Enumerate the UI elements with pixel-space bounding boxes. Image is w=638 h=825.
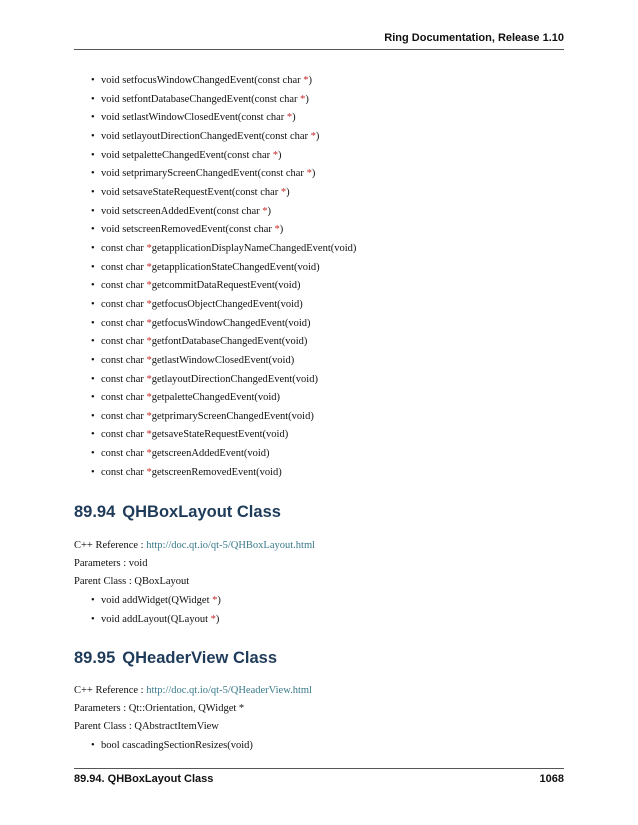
method-text: ) bbox=[305, 93, 309, 105]
method-text: getsaveStateRequestEvent(void) bbox=[151, 429, 289, 441]
page-header bbox=[74, 31, 564, 50]
bullet-icon: • bbox=[91, 242, 95, 254]
bullet-icon: • bbox=[91, 130, 95, 142]
list-item bbox=[74, 408, 356, 427]
method-text: void addLayout(QLayout bbox=[101, 613, 211, 625]
method-text: bool cascadingSectionResizes(void) bbox=[101, 740, 253, 751]
method-text: void setscreenAddedEvent(const char bbox=[101, 205, 263, 217]
method-text: getprimaryScreenChangedEvent(void) bbox=[151, 410, 314, 422]
bullet-icon: • bbox=[91, 336, 95, 348]
method-text: ) bbox=[217, 595, 221, 606]
section-title: QHeaderView Class bbox=[122, 649, 277, 667]
pointer-star: * bbox=[146, 280, 152, 292]
pointer-star: * bbox=[146, 298, 152, 310]
method-text: void setfocusWindowChangedEvent(const char bbox=[101, 75, 304, 86]
method-text: ) bbox=[308, 75, 312, 86]
method-text: getlayoutDirectionChangedEvent(void) bbox=[151, 373, 318, 385]
method-list bbox=[74, 72, 356, 482]
pointer-star: * bbox=[303, 75, 309, 86]
method-text: getcommitDataRequestEvent(void) bbox=[151, 280, 301, 292]
pointer-star: * bbox=[310, 130, 316, 142]
method-text: getscreenAddedEvent(void) bbox=[151, 448, 270, 460]
bullet-icon: • bbox=[91, 448, 95, 460]
method-text: const char bbox=[101, 392, 147, 404]
bullet-icon: • bbox=[91, 354, 95, 366]
bullet-icon: • bbox=[91, 466, 95, 478]
list-item bbox=[74, 165, 356, 184]
parent-class-text: Parent Class : QBoxLayout bbox=[74, 576, 190, 587]
bullet-icon: • bbox=[91, 280, 95, 292]
page-number: 1068 bbox=[539, 773, 564, 785]
bullet-icon: • bbox=[91, 186, 95, 198]
method-text: void setlastWindowClosedEvent(const char bbox=[101, 112, 287, 124]
pointer-star: * bbox=[212, 595, 218, 606]
list-item bbox=[74, 221, 356, 240]
method-text: const char bbox=[101, 242, 147, 254]
method-text: void addWidget(QWidget bbox=[101, 595, 213, 606]
bullet-icon: • bbox=[91, 410, 95, 422]
pointer-star: * bbox=[280, 186, 287, 198]
bullet-icon: • bbox=[91, 93, 95, 105]
pointer-star: * bbox=[272, 149, 278, 161]
method-text: const char bbox=[101, 429, 147, 441]
list-item bbox=[74, 128, 356, 147]
bullet-icon: • bbox=[91, 373, 95, 385]
list-item bbox=[74, 109, 356, 128]
footer-section: 89.94. QHBoxLayout Class bbox=[74, 773, 214, 785]
reference-link[interactable]: http://doc.qt.io/qt-5/QHBoxLayout.html bbox=[146, 540, 316, 551]
method-text: getlastWindowClosedEvent(void) bbox=[151, 354, 295, 366]
bullet-icon: • bbox=[91, 613, 95, 625]
list-item bbox=[74, 426, 356, 445]
bullet-icon: • bbox=[91, 205, 95, 217]
cpp-reference bbox=[74, 684, 312, 698]
parent-class-text: Parent Class : QAbstractItemView bbox=[74, 721, 219, 732]
bullet-icon: • bbox=[91, 75, 95, 86]
bullet-icon: • bbox=[91, 317, 95, 329]
method-text: void setprimaryScreenChangedEvent(const char bbox=[101, 168, 307, 180]
bullet-icon: • bbox=[91, 595, 95, 606]
pointer-star: * bbox=[146, 429, 152, 441]
pointer-star: * bbox=[146, 373, 152, 385]
method-text: getfocusObjectChangedEvent(void) bbox=[151, 298, 303, 310]
list-item bbox=[74, 737, 253, 756]
method-text: ) bbox=[277, 149, 282, 161]
method-text: getfocusWindowChangedEvent(void) bbox=[151, 317, 311, 329]
page-footer bbox=[74, 768, 564, 785]
method-text: ) bbox=[315, 130, 320, 142]
method-text: const char bbox=[101, 261, 147, 273]
list-item bbox=[74, 371, 356, 390]
section-title: QHBoxLayout Class bbox=[122, 503, 281, 521]
parameters-text: Parameters : void bbox=[74, 558, 148, 569]
pointer-star: * bbox=[146, 336, 152, 348]
section-number: 89.94 bbox=[74, 503, 116, 521]
method-text: ) bbox=[311, 168, 316, 180]
list-item bbox=[74, 277, 356, 296]
list-item bbox=[74, 240, 356, 259]
list-item bbox=[74, 592, 221, 611]
method-text: void setfontDatabaseChangedEvent(const char bbox=[101, 93, 301, 105]
method-text: const char bbox=[101, 354, 147, 366]
bullet-icon: • bbox=[91, 392, 95, 404]
section-number: 89.95 bbox=[74, 649, 116, 667]
bullet-icon: • bbox=[91, 261, 95, 273]
section-heading-89-95 bbox=[74, 649, 277, 668]
cpp-reference bbox=[74, 539, 315, 553]
method-text: ) bbox=[286, 186, 290, 198]
method-text: const char bbox=[101, 336, 147, 348]
method-text: const char bbox=[101, 448, 147, 460]
list-item bbox=[74, 296, 356, 315]
pointer-star: * bbox=[306, 168, 312, 180]
list-item bbox=[74, 389, 356, 408]
pointer-star: * bbox=[146, 354, 152, 366]
bullet-icon: • bbox=[91, 298, 95, 310]
method-text: const char bbox=[101, 373, 147, 385]
method-list bbox=[74, 737, 253, 756]
pointer-star: * bbox=[146, 466, 152, 478]
pointer-star: * bbox=[146, 242, 152, 254]
pointer-star: * bbox=[146, 448, 152, 460]
list-item bbox=[74, 184, 356, 203]
method-text: ) bbox=[279, 224, 284, 236]
list-item bbox=[74, 147, 356, 166]
list-item bbox=[74, 352, 356, 371]
method-text: const char bbox=[101, 280, 147, 292]
list-item bbox=[74, 203, 356, 222]
method-text: void setlayoutDirectionChangedEvent(const char bbox=[101, 130, 311, 142]
method-text: void setpaletteChangedEvent(const char bbox=[101, 149, 273, 161]
method-list bbox=[74, 592, 221, 629]
list-item bbox=[74, 333, 356, 352]
reference-link[interactable]: http://doc.qt.io/qt-5/QHeaderView.html bbox=[146, 685, 312, 696]
list-item bbox=[74, 464, 356, 483]
list-item bbox=[74, 611, 221, 630]
pointer-star: * bbox=[286, 112, 293, 124]
method-text: getfontDatabaseChangedEvent(void) bbox=[151, 336, 308, 348]
method-text: ) bbox=[267, 205, 271, 217]
list-item bbox=[74, 91, 356, 110]
bullet-icon: • bbox=[91, 224, 95, 236]
list-item bbox=[74, 445, 356, 464]
pointer-star: * bbox=[146, 261, 152, 273]
header-title: Ring Documentation, Release 1.10 bbox=[384, 32, 564, 44]
method-text: const char bbox=[101, 298, 147, 310]
method-text: const char bbox=[101, 410, 147, 422]
method-text: getscreenRemovedEvent(void) bbox=[151, 466, 282, 478]
list-item bbox=[74, 259, 356, 278]
method-text: getpaletteChangedEvent(void) bbox=[151, 392, 281, 404]
list-item bbox=[74, 315, 356, 334]
bullet-icon: • bbox=[91, 429, 95, 441]
pointer-star: * bbox=[210, 613, 216, 625]
method-text: ) bbox=[215, 613, 220, 625]
pointer-star: * bbox=[146, 317, 152, 329]
method-text: const char bbox=[101, 466, 147, 478]
method-text: void setscreenRemovedEvent(const char bbox=[101, 224, 275, 236]
method-text: getapplicationStateChangedEvent(void) bbox=[151, 261, 320, 273]
pointer-star: * bbox=[146, 410, 152, 422]
pointer-star: * bbox=[146, 392, 152, 404]
bullet-icon: • bbox=[91, 149, 95, 161]
bullet-icon: • bbox=[91, 112, 95, 124]
list-item bbox=[74, 72, 356, 91]
bullet-icon: • bbox=[91, 740, 95, 751]
pointer-star: * bbox=[262, 205, 268, 217]
method-text: ) bbox=[292, 112, 296, 124]
method-text: void setsaveStateRequestEvent(const char bbox=[101, 186, 281, 198]
reference-label: C++ Reference : bbox=[74, 685, 147, 696]
method-text: getapplicationDisplayNameChangedEvent(void) bbox=[151, 242, 357, 254]
method-text: const char bbox=[101, 317, 147, 329]
pointer-star: * bbox=[300, 93, 306, 105]
section-heading-89-94 bbox=[74, 503, 281, 522]
bullet-icon: • bbox=[91, 168, 95, 180]
reference-label: C++ Reference : bbox=[74, 540, 147, 551]
parameters-text: Parameters : Qt::Orientation, QWidget * bbox=[74, 703, 245, 714]
pointer-star: * bbox=[274, 224, 280, 236]
